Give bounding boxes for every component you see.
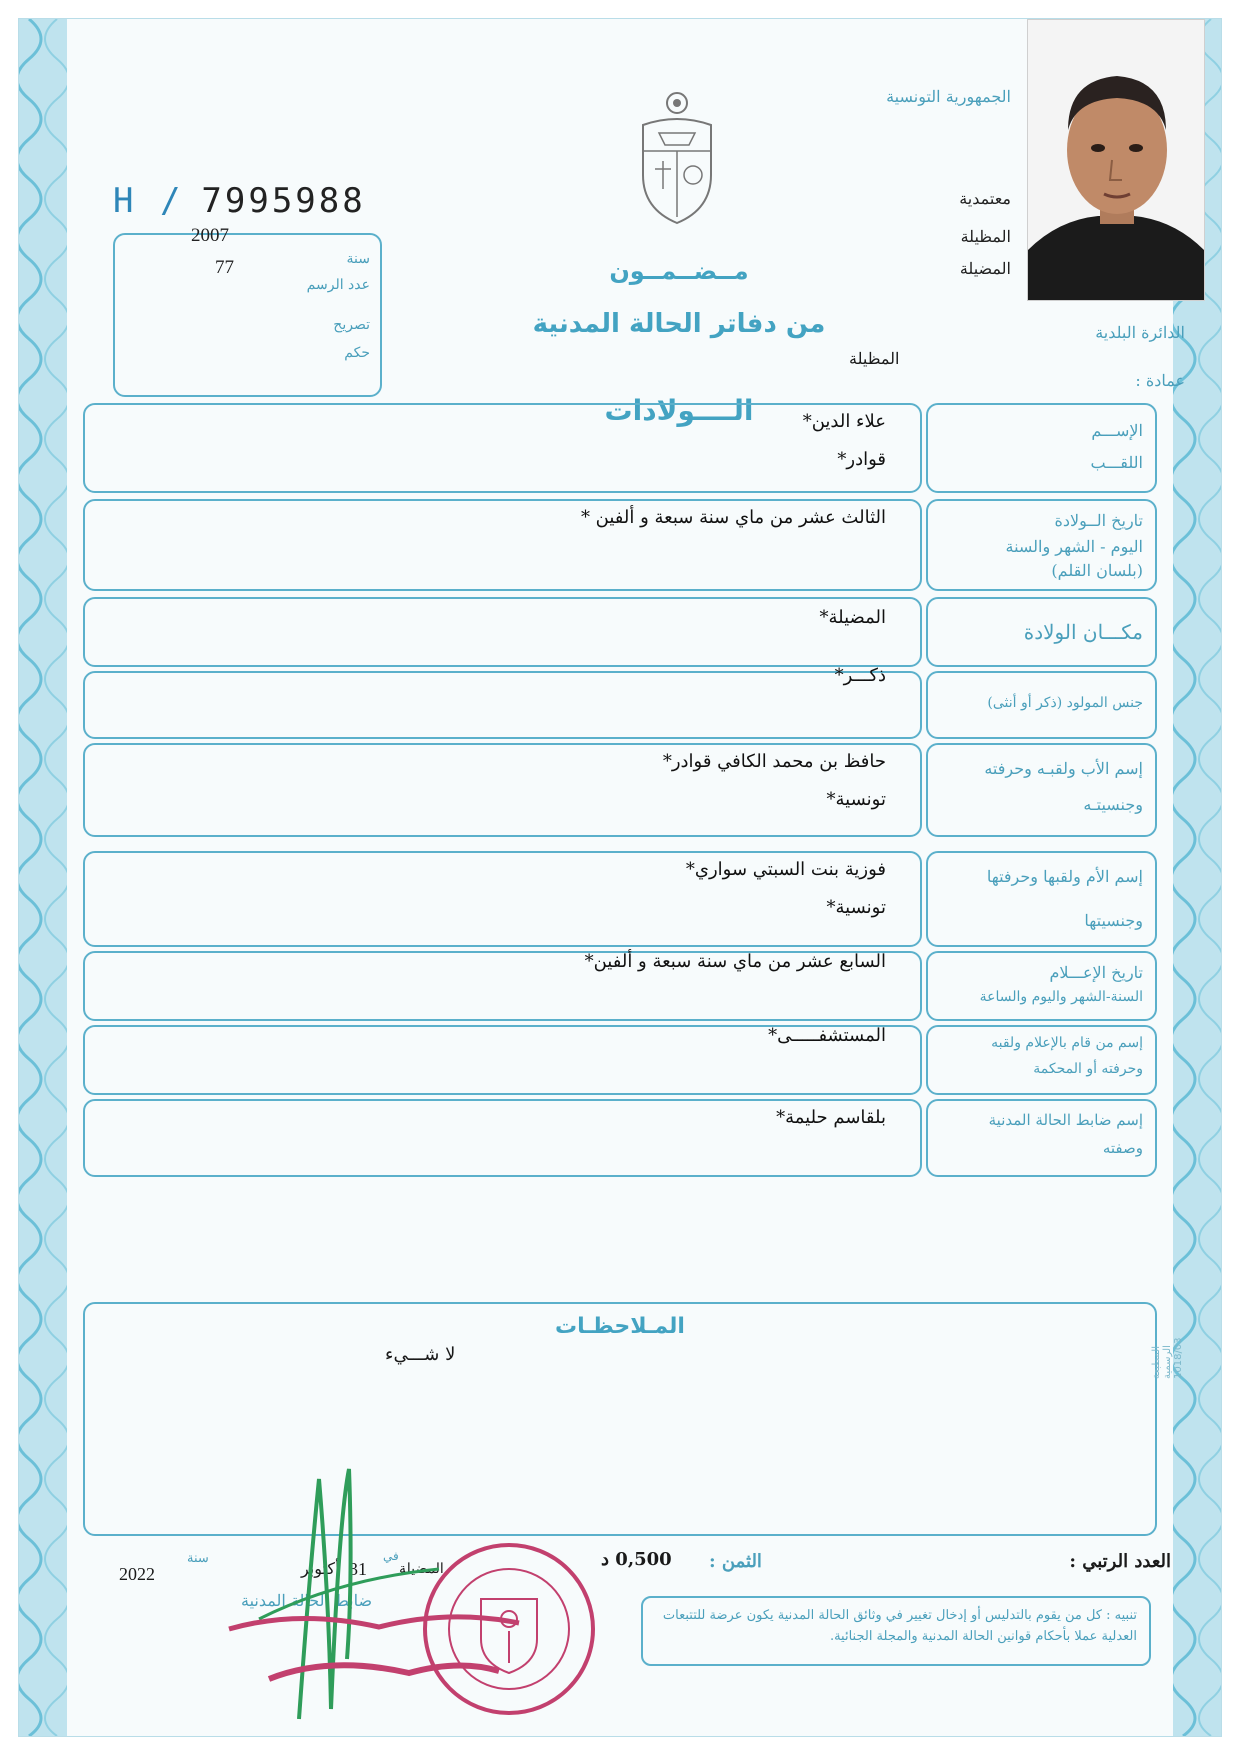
row-father-label-box: [926, 743, 1157, 837]
birth-date-value: الثالث عشر من ماي سنة سبعة و ألفين *: [580, 507, 886, 528]
officer-signature-label: ضابط الحالة المدنية: [241, 1591, 373, 1610]
declarant-label: إسم من قام بالإعلام ولقبه: [991, 1035, 1143, 1051]
row-sex-value-box: [83, 665, 922, 739]
row-declarant-label-box: [926, 1025, 1157, 1095]
row-name-value-box: [83, 403, 922, 493]
row-birth-date-label-box: [926, 499, 1157, 591]
father-nationality-label: وجنسيتـه: [1083, 795, 1143, 814]
mother-nationality-value: تونسية*: [826, 897, 886, 918]
birth-place-label: مكـــان الولادة: [1023, 620, 1143, 644]
issue-in-label: في: [383, 1549, 399, 1563]
officer-signature-icon: [219, 1459, 599, 1729]
surname-label: اللقـــب: [1090, 453, 1143, 472]
row-birth-place: [83, 597, 1155, 667]
section-title-births: الــــولادات: [604, 394, 754, 427]
portrait-image: [1028, 20, 1204, 300]
row-birth-place-label-box: [926, 597, 1157, 667]
row-birth-date: [83, 499, 1155, 591]
birth-certificate: [18, 18, 1222, 1737]
row-name-label-box: [926, 403, 1157, 493]
legal-warning: تنبيه : كل من يقوم بالتدليس أو إدخال تغيير في وثائق الحالة المدنية يكون عرضة للتتبعات العدلية عملا بأحكام قوانين الحالة المدنية والمجلة الجنائية.: [641, 1596, 1151, 1666]
father-label: إسم الأب ولقبـه وحرفته: [984, 759, 1143, 778]
register-number-value: 77: [215, 257, 234, 278]
title-content: مــضــمــون: [609, 257, 749, 285]
birth-place-value: المضيلة*: [819, 607, 886, 628]
birth-date-label: تاريخ الــولادة: [1054, 511, 1143, 530]
birth-date-sub-label: اليوم - الشهر والسنة: [1005, 537, 1143, 556]
issue-year-value: 2022: [119, 1564, 155, 1584]
serial-prefix: H /: [113, 181, 184, 221]
row-mother-label-box: [926, 851, 1157, 947]
umda-value: المظيلة: [849, 349, 900, 368]
row-name: [83, 403, 1155, 493]
given-name-label: الإســـم: [1091, 421, 1143, 440]
holder-photo: [1027, 19, 1205, 301]
row-father: [83, 743, 1155, 837]
issue-month: أكتوبر: [301, 1559, 340, 1578]
row-declaration-date-value-box: [83, 951, 922, 1021]
register-box: [113, 225, 382, 397]
declaration-date-sub-label: السنة-الشهر واليوم والساعة: [979, 989, 1143, 1005]
father-value: حافظ بن محمد الكافي قوادر*: [662, 751, 886, 772]
given-name-value: علاء الدين*: [802, 411, 886, 432]
register-year-label: سنة: [346, 251, 370, 267]
left-guilloche-border: [19, 19, 67, 1736]
row-officer: [83, 1099, 1155, 1177]
umda-label: عمادة :: [1135, 371, 1185, 390]
municipal-district-label: الدائرة البلدية: [1095, 323, 1185, 342]
mother-nationality-label: وجنسيتها: [1084, 911, 1143, 930]
register-declaration-label: تصريح: [333, 317, 370, 333]
title-registers: من دفاتر الحالة المدنية: [532, 309, 826, 339]
row-birth-place-value-box: [83, 597, 922, 667]
register-year-value: 2007: [191, 225, 229, 246]
declarant-value: المستشفـــــى*: [768, 1025, 886, 1046]
father-nationality-value: تونسية*: [826, 789, 886, 810]
mother-label: إسم الأم ولقبها وحرفتها: [986, 867, 1143, 886]
tunisia-coat-of-arms-icon: [629, 89, 725, 229]
price-value: 0,500 د: [601, 1549, 672, 1570]
declaration-date-value: السابع عشر من ماي سنة سبعة و ألفين*: [584, 951, 886, 972]
notes-value: لا شـــيء: [385, 1344, 456, 1365]
row-mother: [83, 851, 1155, 947]
wilaya-label: المظيلة: [960, 227, 1011, 246]
serial-order-label: العدد الرتبي :: [1069, 1551, 1171, 1572]
delegation-label: معتمدية: [959, 189, 1011, 208]
officer-value: بلقاسم حليمة*: [776, 1107, 886, 1128]
city-label: المضيلة: [959, 259, 1011, 278]
declarant-sub-label: وحرفته أو المحكمة: [1033, 1061, 1143, 1077]
republic-label: الجمهورية التونسية: [886, 87, 1011, 106]
row-sex: [83, 665, 1155, 739]
row-declaration-date-label-box: [926, 951, 1157, 1021]
row-declarant-value-box: [83, 1025, 922, 1095]
serial-number: [113, 181, 366, 221]
row-father-value-box: [83, 743, 922, 837]
sex-label: جنس المولود (ذكر أو أنثى): [987, 695, 1143, 711]
mother-value: فوزية بنت السبتي سواري*: [685, 859, 886, 880]
row-sex-label-box: [926, 671, 1157, 739]
surname-value: قوادر*: [837, 449, 886, 470]
officer-sub-label: وصفته: [1102, 1139, 1143, 1157]
row-mother-value-box: [83, 851, 922, 947]
issue-place: المضيلة: [399, 1561, 444, 1577]
notes-title: المـلاحظـات: [555, 1314, 685, 1339]
birth-date-in-words-label: (بلسان القلم): [1051, 561, 1143, 580]
declaration-date-label: تاريخ الإعـــلام: [1049, 963, 1143, 982]
row-officer-label-box: [926, 1099, 1157, 1177]
register-number-label: عدد الرسم: [306, 277, 370, 293]
row-officer-value-box: [83, 1099, 922, 1177]
print-code: المطبعة الرسمية 1018/03: [1151, 1337, 1184, 1379]
row-birth-date-value-box: [83, 499, 922, 591]
register-judgment-label: حكم: [344, 345, 370, 361]
officer-label: إسم ضابط الحالة المدنية: [988, 1111, 1143, 1129]
sex-value: ذكـــر*: [834, 665, 886, 686]
row-declaration-date: [83, 951, 1155, 1021]
serial-value: 7995988: [201, 181, 366, 221]
issue-year-label: سنة: [187, 1551, 209, 1566]
row-declarant: [83, 1025, 1155, 1095]
price-label: الثمن :: [709, 1551, 762, 1572]
issue-day: 31: [349, 1559, 367, 1579]
